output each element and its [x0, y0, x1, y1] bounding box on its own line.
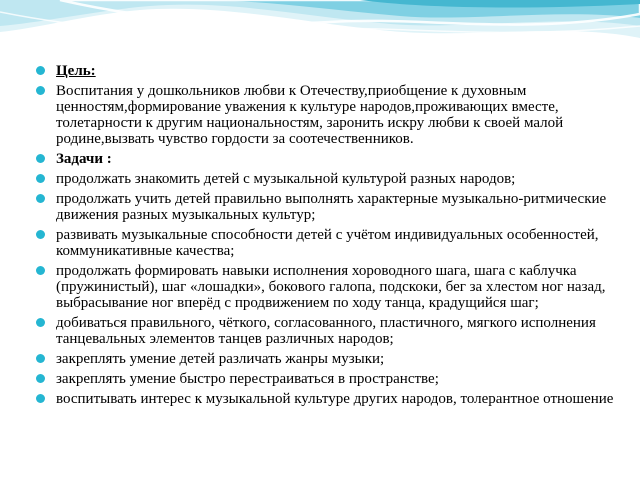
task-text: воспитывать интерес к музыкальной культуре других народов, толерантное отношение	[56, 391, 614, 407]
slide-content	[36, 63, 628, 411]
bullet-icon	[36, 394, 45, 403]
task-text: развивать музыкальные способности детей с учётом индивидуальных особенностей, коммуникативные качества;	[56, 227, 599, 259]
bullet-icon	[36, 86, 45, 95]
task-text: закреплять умение быстро перестраиваться в пространстве;	[56, 371, 439, 387]
goal-heading-item	[36, 63, 628, 79]
bullet-icon	[36, 194, 45, 203]
task-item	[36, 171, 628, 187]
decorative-wave-banner	[0, 0, 640, 70]
bullet-icon	[36, 154, 45, 163]
task-text: продолжать знакомить детей с музыкальной культурой разных народов;	[56, 171, 516, 187]
tasks-heading: Задачи :	[56, 151, 112, 167]
goal-text: Воспитания у дошкольников любви к Отечеству,приобщение к духовным ценностям,формирование уважения к культуре народов,проживающих вместе, толетарности к другим национальностям, заронить искру любви к своей малой родине,вызвать чувство гордости за соотечественников.	[56, 83, 564, 147]
task-text: продолжать формировать навыки исполнения хороводного шага, шага с каблучка (пружинистый), шаг «лошадки», бокового галопа, подскоки, бег за хлестом ног назад, выбрасывание ног вперёд с продвижением по ходу танца, крадущийся шаг;	[56, 263, 606, 311]
bullet-icon	[36, 230, 45, 239]
bullet-icon	[36, 374, 45, 383]
task-item	[36, 315, 628, 347]
task-item	[36, 263, 628, 311]
task-text: закреплять умение детей различать жанры музыки;	[56, 351, 385, 367]
task-text: добиваться правильного, чёткого, согласованного, пластичного, мягкого исполнения танцевальных элементов танцев различных народов;	[56, 315, 596, 347]
bullet-icon	[36, 66, 45, 75]
bullet-icon	[36, 354, 45, 363]
task-item	[36, 227, 628, 259]
bullet-icon	[36, 318, 45, 327]
bullet-icon	[36, 266, 45, 275]
task-item	[36, 191, 628, 223]
bullet-icon	[36, 174, 45, 183]
task-item	[36, 371, 628, 387]
tasks-heading-item	[36, 151, 628, 167]
task-text: продолжать учить детей правильно выполнять характерные музыкально-ритмические движения разных музыкальных культур;	[56, 191, 607, 223]
task-item	[36, 351, 628, 367]
goal-heading: Цель:	[56, 63, 96, 79]
goal-text-item	[36, 83, 628, 147]
task-item	[36, 391, 628, 407]
